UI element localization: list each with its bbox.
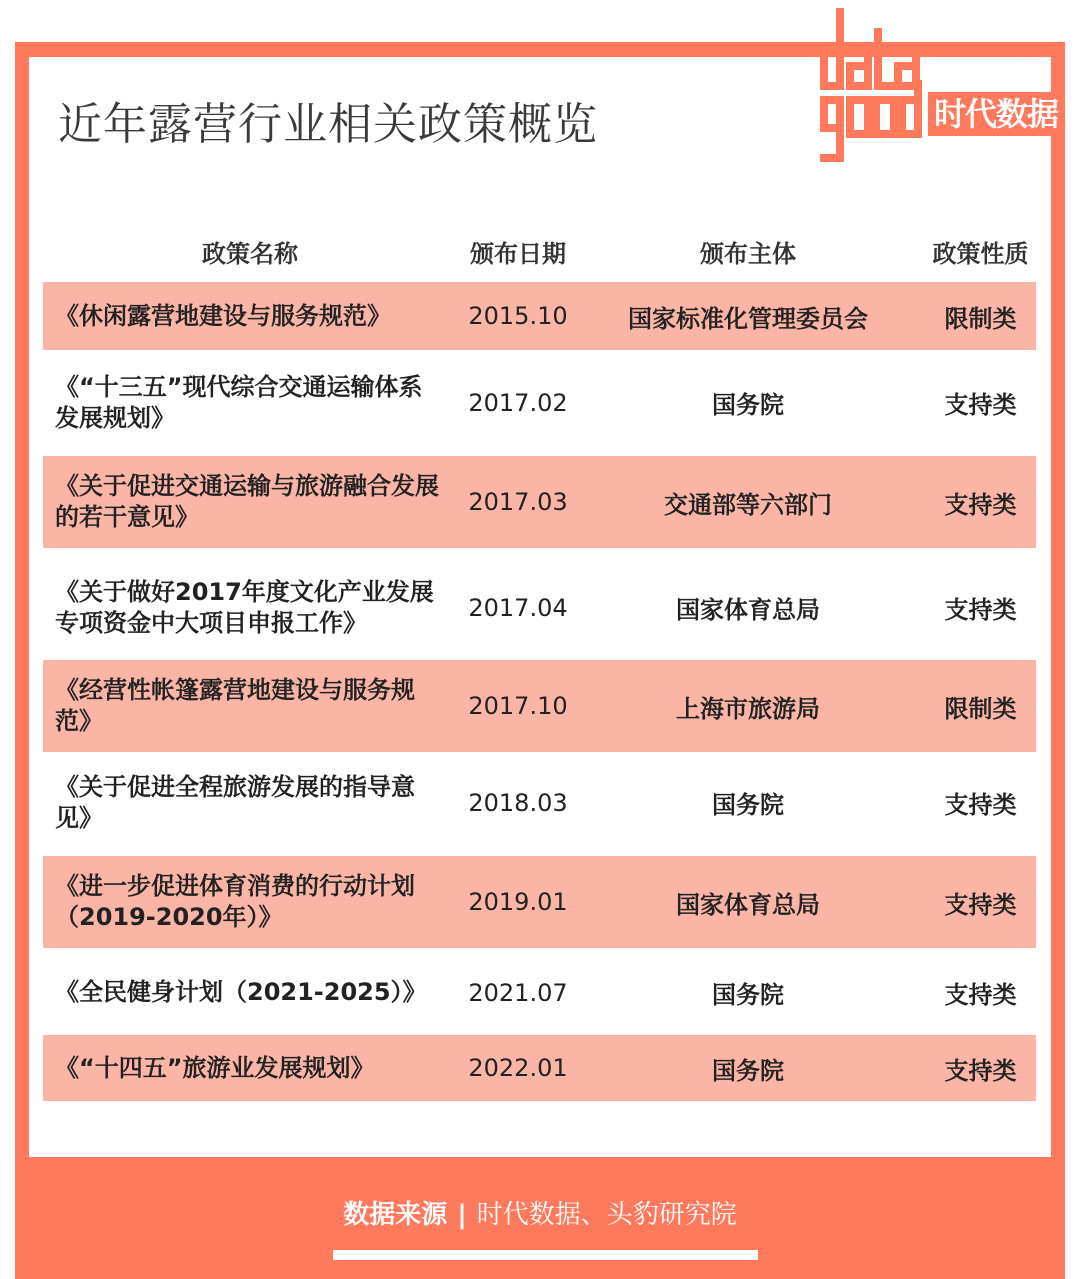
col-header-date: 颁布日期: [470, 240, 566, 268]
cell-issuer: 国家标准化管理委员会: [628, 304, 868, 333]
brand-logo: [820, 8, 1065, 168]
cell-issuer: 上海市旅游局: [676, 694, 820, 723]
cell-policy-name: 《“十四五”旅游业发展规划》: [55, 1053, 375, 1082]
logo-cn-text: 时代数据: [928, 92, 1064, 136]
data-source-footer: [0, 1195, 1080, 1235]
table-header: [43, 228, 1036, 280]
cell-date: 2015.10: [468, 302, 568, 330]
cell-nature: 支持类: [944, 490, 1017, 519]
cell-date: 2017.03: [468, 488, 568, 516]
page-title: 近年露营行业相关政策概览: [58, 99, 598, 150]
source-label: 数据来源: [343, 1200, 448, 1230]
cell-nature: 支持类: [944, 1056, 1017, 1085]
cell-nature: 支持类: [944, 596, 1017, 624]
cell-nature: 限制类: [944, 304, 1017, 333]
source-text: 时代数据、头豹研究院: [476, 1200, 737, 1230]
table-row: [43, 560, 1036, 655]
cell-nature: 支持类: [944, 981, 1017, 1009]
cell-policy-name: 《休闲露营地建设与服务规范》: [55, 301, 391, 330]
cell-date: 2021.07: [468, 978, 568, 1007]
cell-nature: 支持类: [944, 890, 1017, 919]
cell-issuer: 国务院: [712, 1056, 784, 1085]
cell-date: 2017.04: [468, 593, 568, 622]
cell-date: 2018.03: [468, 788, 568, 817]
cell-policy-name: 《关于做好2017年度文化产业发展专项资金中大项目申报工作》: [55, 577, 434, 637]
cell-issuer: 国务院: [712, 791, 784, 819]
cell-issuer: 交通部等六部门: [664, 490, 832, 519]
table-row: [43, 960, 1036, 1025]
table-row: [43, 355, 1036, 450]
cell-nature: 支持类: [944, 791, 1017, 819]
cell-policy-name: 《关于促进交通运输与旅游融合发展的若干意见》: [55, 472, 439, 531]
cell-date: 2017.02: [468, 388, 568, 417]
cell-date: 2019.01: [468, 888, 568, 916]
cell-date: 2022.01: [468, 1054, 568, 1082]
table-row: [43, 282, 1036, 350]
col-header-nature: 政策性质: [932, 240, 1029, 268]
cell-policy-name: 《全民健身计划（2021-2025）》: [55, 978, 427, 1006]
cell-issuer: 国务院: [712, 391, 784, 419]
col-header-policy-name: 政策名称: [202, 240, 298, 268]
source-separator: |: [457, 1200, 467, 1230]
col-header-issuer: 颁布主体: [700, 240, 796, 268]
cell-nature: 限制类: [944, 694, 1017, 723]
data-good-logo-mark: [820, 8, 930, 168]
table-row: [43, 856, 1036, 948]
cell-policy-name: 《关于促进全程旅游发展的指导意见》: [55, 772, 415, 832]
cell-policy-name: 《经营性帐篷露营地建设与服务规范》: [55, 676, 415, 735]
cell-issuer: 国家体育总局: [676, 596, 820, 624]
footer-underline: [333, 1250, 758, 1260]
cell-policy-name: 《“十三五”现代综合交通运输体系发展规划》: [55, 372, 423, 432]
cell-nature: 支持类: [944, 391, 1017, 419]
table-row: [43, 660, 1036, 752]
table-row: [43, 755, 1036, 850]
table-row: [43, 456, 1036, 548]
cell-issuer: 国务院: [712, 981, 784, 1009]
cell-date: 2017.10: [468, 692, 568, 720]
cell-policy-name: 《进一步促进体育消费的行动计划（2019-2020年）》: [55, 872, 415, 931]
table-row: [43, 1035, 1036, 1101]
cell-issuer: 国家体育总局: [676, 890, 820, 919]
